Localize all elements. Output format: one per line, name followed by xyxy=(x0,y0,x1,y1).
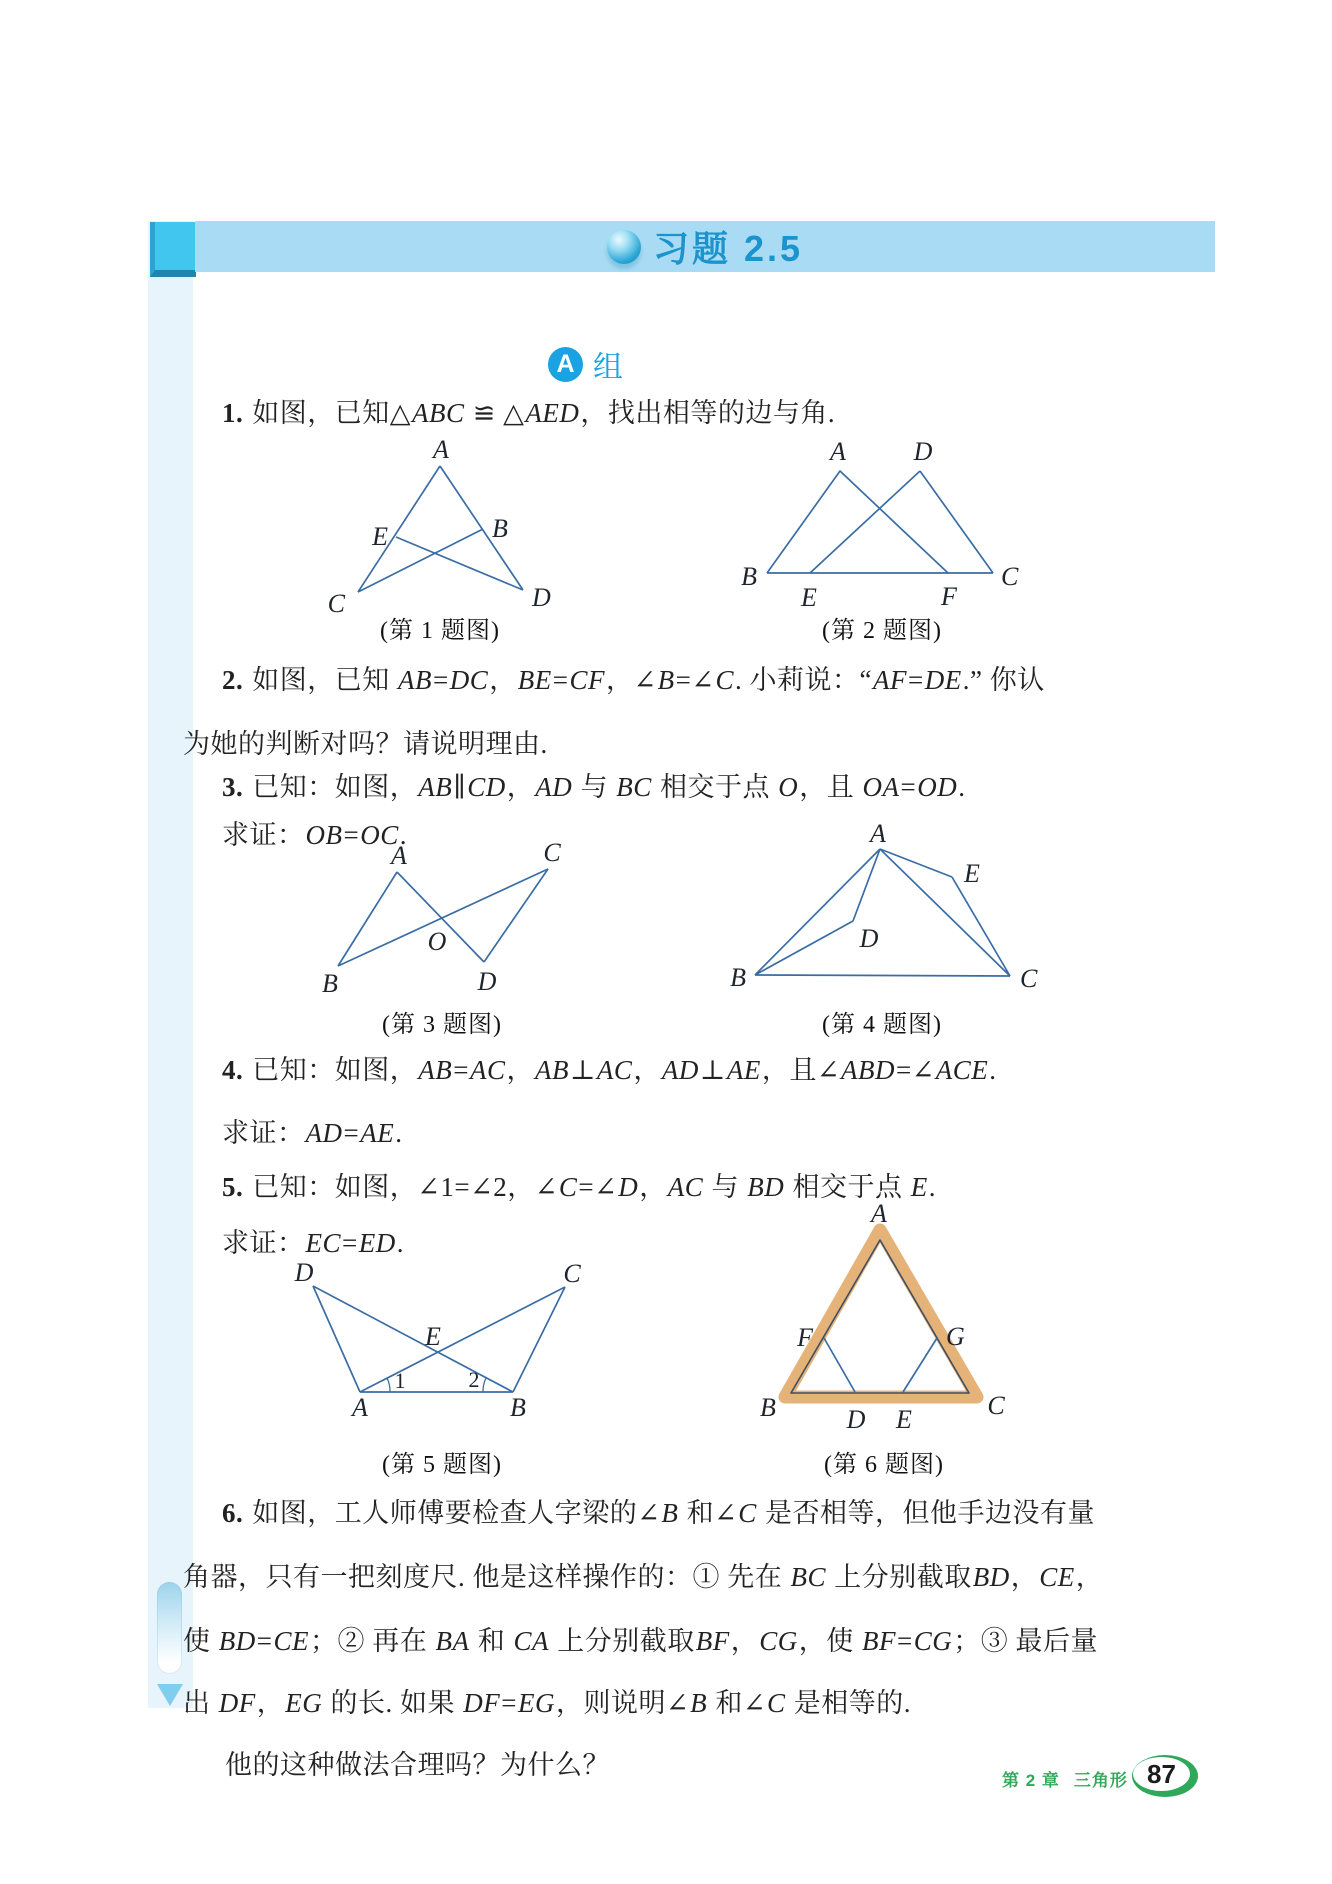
figure-3-label-d: D xyxy=(477,967,497,996)
figure-1-label-d: D xyxy=(532,583,551,612)
problem-2-line-1: 2. 如图，已知 AB=DC，BE=CF，∠B=∠C. 小莉说：“AF=DE.” 你认 xyxy=(222,665,1045,695)
problem-5-number: 5. xyxy=(222,1172,244,1202)
figure-5-label-a: A xyxy=(352,1393,368,1422)
figure-5-caption: (第 5 题图) xyxy=(382,1452,502,1478)
problem-6-line-1: 6. 如图，工人师傅要检查人字梁的∠B 和∠C 是否相等，但他手边没有量 xyxy=(222,1498,1096,1528)
figure-4-label-e: E xyxy=(964,859,980,888)
figure-4-diagram xyxy=(700,819,1110,1045)
figure-2-label-d: D xyxy=(913,437,933,466)
figure-2-label-e: E xyxy=(801,583,817,612)
figure-3-diagram xyxy=(270,838,700,1045)
figure-2-caption: (第 2 题图) xyxy=(822,618,942,644)
figure-2-label-a: A xyxy=(830,437,846,466)
group-a-label: 组 xyxy=(593,351,623,384)
figure-5-diagram xyxy=(250,1240,650,1485)
figure-5-label-c: C xyxy=(563,1259,581,1288)
figure-1-label-e: E xyxy=(372,522,388,551)
figure-3-caption: (第 3 题图) xyxy=(382,1012,502,1038)
figure-3-label-b: B xyxy=(322,969,338,998)
problem-2-number: 2. xyxy=(222,665,244,695)
problem-1-number: 1. xyxy=(222,398,244,428)
problem-5-line-2: 求证：EC=ED. xyxy=(222,1228,404,1258)
figure-6-diagram xyxy=(730,1195,1060,1485)
figure-6-label-d: D xyxy=(846,1405,866,1434)
problem-1-line-1: 1. 如图，已知△ABC ≌ △AED，找出相等的边与角. xyxy=(222,398,836,428)
problem-4-number: 4. xyxy=(222,1055,244,1085)
left-margin-strip xyxy=(148,221,193,1708)
figure-6-label-c: C xyxy=(987,1391,1005,1420)
problem-6-line-4: 出 DF，EG 的长. 如果 DF=EG，则说明∠B 和∠C 是相等的. xyxy=(183,1688,911,1718)
figure-2-diagram xyxy=(700,435,1080,645)
figure-4-label-b: B xyxy=(730,963,746,992)
figure-6-label-f: F xyxy=(797,1323,813,1352)
figure-5-angle-2: 2 xyxy=(468,1367,480,1392)
figure-6-label-b: B xyxy=(760,1393,776,1422)
figure-3-label-c: C xyxy=(543,838,561,867)
problem-4-line-1: 4. 已知：如图，AB=AC，AB⊥AC，AD⊥AE，且∠ABD=∠ACE. xyxy=(222,1055,997,1085)
problem-3-line-1: 3. 已知：如图，AB∥CD，AD 与 BC 相交于点 O，且 OA=OD. xyxy=(222,772,966,802)
figure-5-label-d: D xyxy=(294,1258,314,1287)
scroll-capsule xyxy=(157,1582,182,1674)
figure-2-label-b: B xyxy=(741,562,757,591)
problem-3-number: 3. xyxy=(222,772,244,802)
problem-6-line-2: 角器，只有一把刻度尺. 他是这样操作的：① 先在 BC 上分别截取BD，CE， xyxy=(183,1562,1104,1592)
exercise-title: 习题 2.5 xyxy=(652,228,804,269)
down-arrow-icon[interactable] xyxy=(157,1684,183,1706)
footer-chapter-info xyxy=(1002,1766,1128,1791)
problem-6-line-5: 他的这种做法合理吗？为什么？ xyxy=(225,1750,610,1780)
problem-5-line-1: 5. 已知：如图，∠1=∠2，∠C=∠D，AC 与 BD 相交于点 E. xyxy=(222,1172,936,1202)
figure-1-caption: (第 1 题图) xyxy=(380,618,500,644)
problem-4-line-2: 求证：AD=AE. xyxy=(222,1118,403,1148)
group-a-badge: A xyxy=(548,347,583,382)
problem-3-line-2: 求证：OB=OC. xyxy=(222,820,407,850)
chapter-tab xyxy=(150,222,196,277)
figure-4-label-d: D xyxy=(859,924,879,953)
footer-chapter: 第 2 章 xyxy=(1002,1771,1060,1790)
problem-2-line-2: 为她的判断对吗？请说明理由. xyxy=(183,729,548,759)
figure-1-label-c: C xyxy=(327,589,345,618)
problem-6-number: 6. xyxy=(222,1498,244,1528)
figure-5-angle-1: 1 xyxy=(394,1368,406,1393)
exercise-header-banner xyxy=(195,221,1215,272)
figure-3-label-o: O xyxy=(427,927,447,956)
group-a-marker xyxy=(548,342,623,386)
figure-6-label-e: E xyxy=(896,1405,912,1434)
footer-section: 三角形 xyxy=(1073,1771,1128,1790)
figure-6-label-g: G xyxy=(946,1322,965,1351)
figure-4-label-a: A xyxy=(870,819,886,848)
figure-3-label-a: A xyxy=(391,841,407,870)
figure-6-caption: (第 6 题图) xyxy=(824,1452,944,1478)
page-number-badge xyxy=(1132,1755,1198,1797)
page-number: 87 xyxy=(1133,1757,1190,1791)
figure-1-diagram xyxy=(270,435,730,645)
figure-4-caption: (第 4 题图) xyxy=(822,1012,942,1038)
figure-5-label-b: B xyxy=(510,1393,526,1422)
problem-6-line-3: 使 BD=CE；② 再在 BA 和 CA 上分别截取BF，CG，使 BF=CG；③ 最后量 xyxy=(183,1626,1099,1656)
globe-icon xyxy=(607,230,641,264)
figure-1-label-a: A xyxy=(433,435,449,464)
figure-6-label-a: A xyxy=(871,1199,887,1228)
figure-2-label-c: C xyxy=(1001,562,1019,591)
figure-5-label-e: E xyxy=(425,1322,441,1351)
figure-1-label-b: B xyxy=(492,514,508,543)
figure-4-label-c: C xyxy=(1020,964,1038,993)
figure-2-label-f: F xyxy=(941,582,957,611)
